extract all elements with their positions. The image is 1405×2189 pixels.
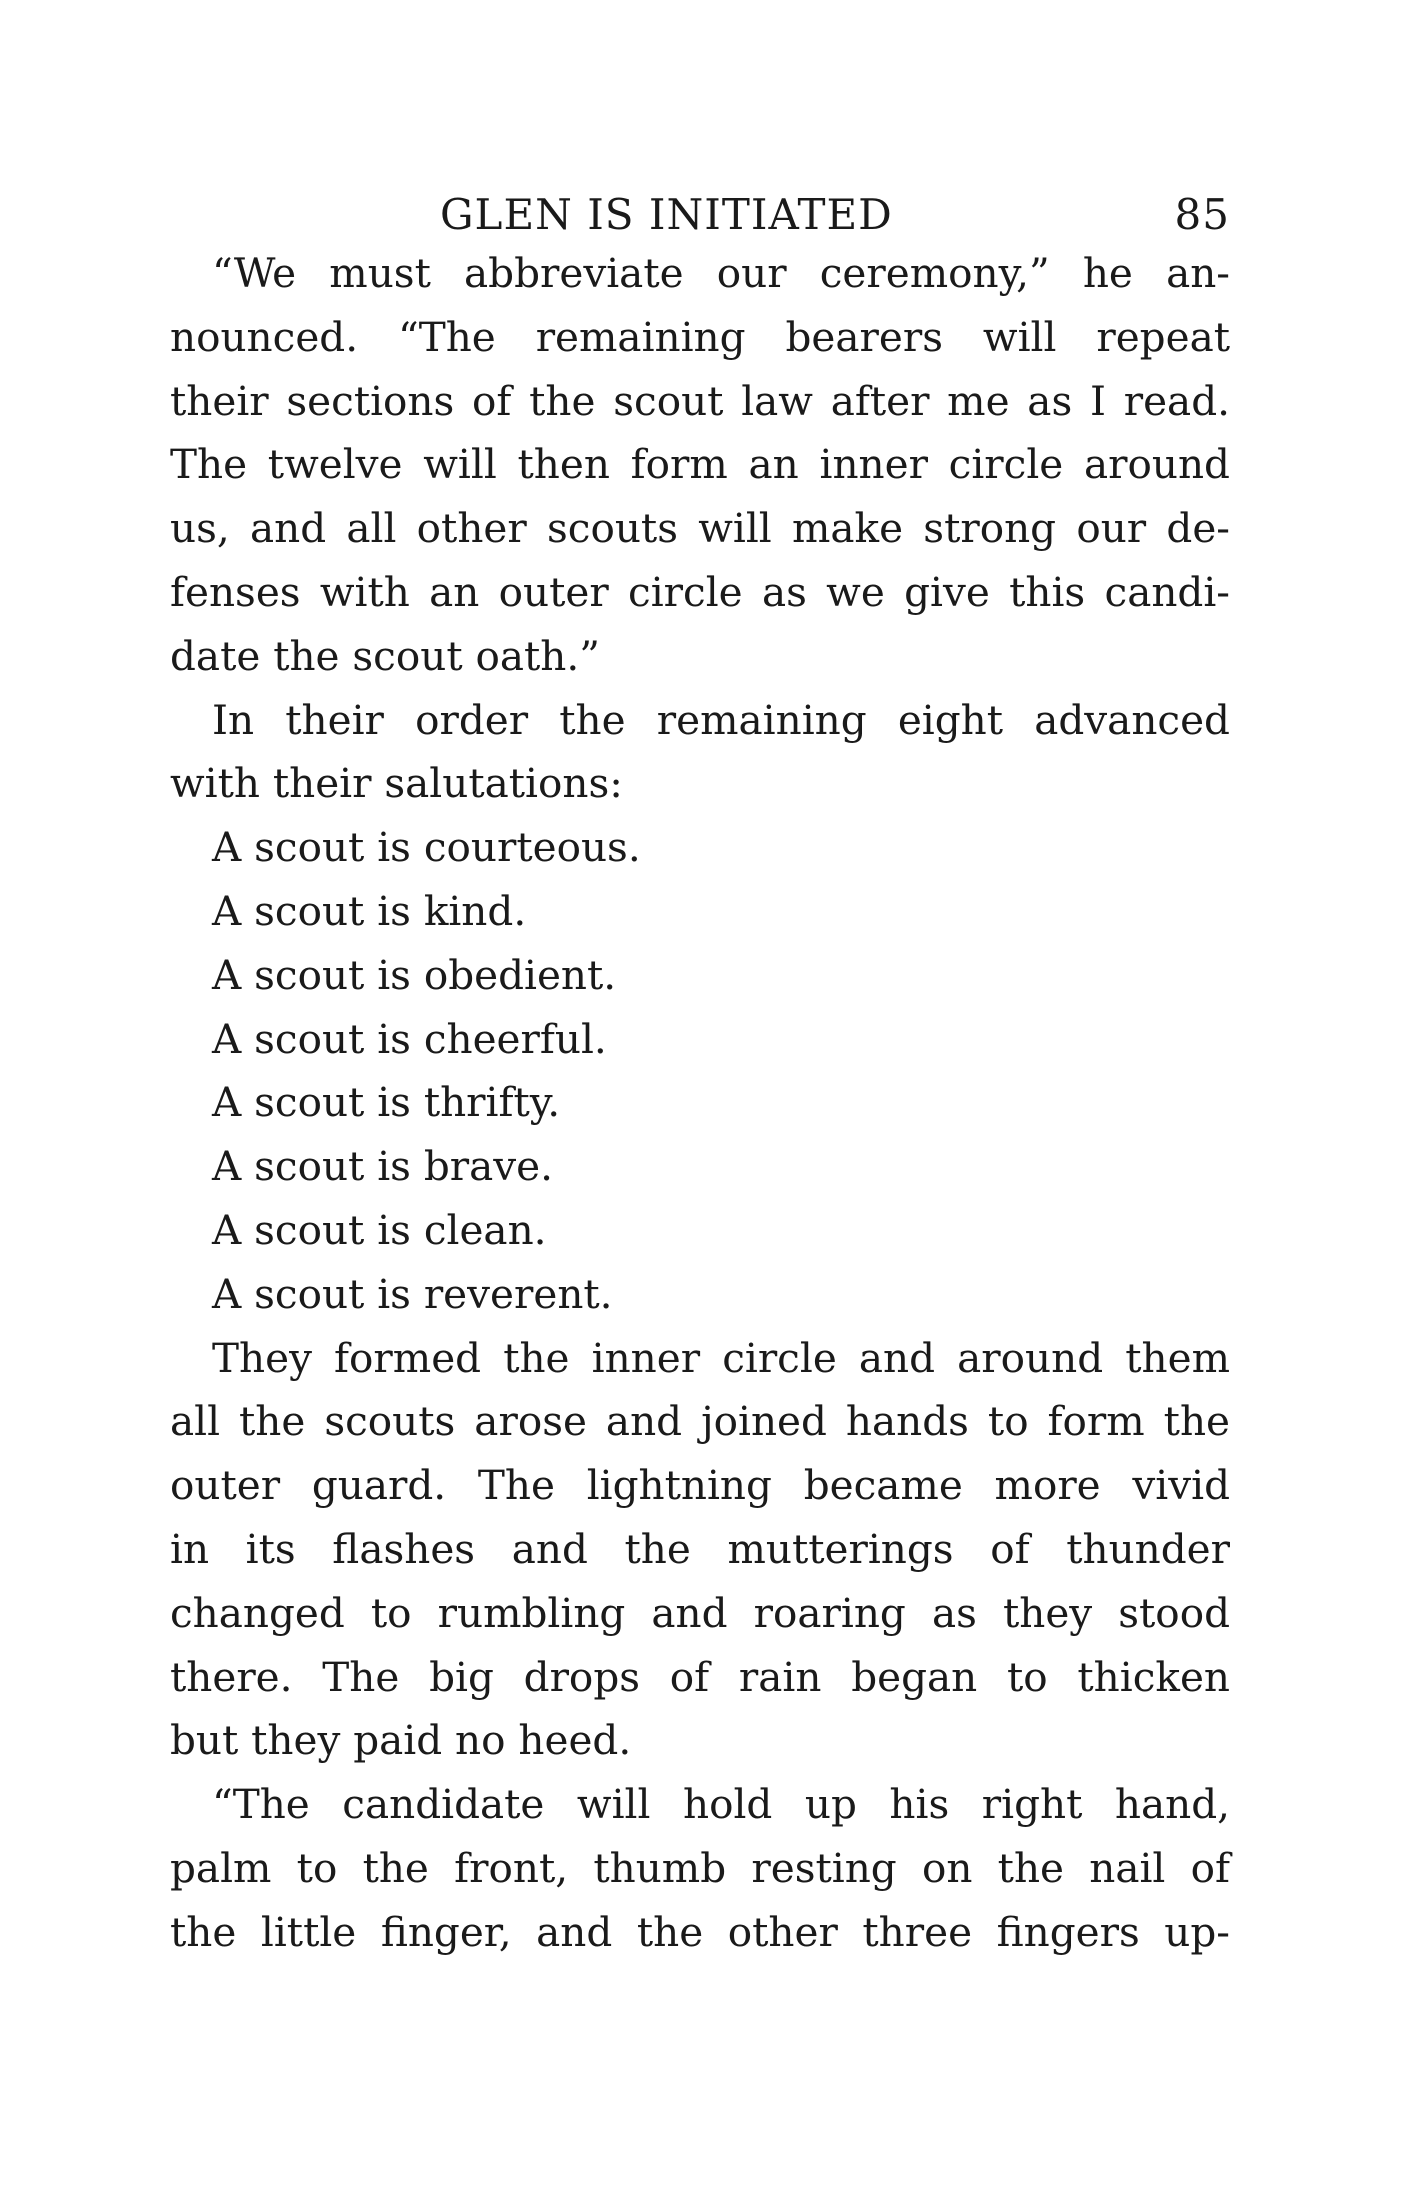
- text-line: with their salutations:: [170, 759, 623, 808]
- text-line: us, and all other scouts will make strong our de-: [170, 504, 1230, 553]
- page-number: 85: [1174, 190, 1230, 239]
- text-line: “We must abbreviate our ceremony,” he an-: [212, 249, 1230, 297]
- text-line: In their order the remaining eight advanced: [212, 695, 1230, 744]
- text-line: fenses with an outer circle as we give this candi-: [170, 567, 1230, 616]
- text-line: there. The big drops of rain began to thicken: [170, 1652, 1230, 1701]
- body-text: [170, 242, 1230, 1965]
- text-line: nounced. “The remaining bearers will repeat: [170, 312, 1230, 361]
- chapter-title: GLEN IS INITIATED: [440, 190, 893, 239]
- paragraph-3: [170, 1327, 1230, 1774]
- text-line: date the scout oath.”: [170, 631, 600, 680]
- text-line: their sections of the scout law after me as I read.: [170, 376, 1230, 425]
- paragraph-4: [170, 1773, 1230, 1964]
- list-item: A scout is brave.: [212, 1142, 553, 1191]
- list-item: A scout is clean.: [212, 1205, 547, 1254]
- paragraph-1: [170, 242, 1230, 689]
- text-line: outer guard. The lightning became more vivid: [170, 1461, 1230, 1510]
- scout-law-list: [170, 816, 1230, 1326]
- text-line: all the scouts arose and joined hands to form the: [170, 1397, 1230, 1446]
- book-page: [170, 180, 1230, 1965]
- text-line: “The candidate will hold up his right hand,: [212, 1780, 1230, 1829]
- text-line: palm to the front, thumb resting on the nail of: [170, 1843, 1230, 1892]
- text-line: They formed the inner circle and around them: [212, 1333, 1230, 1382]
- text-line: changed to rumbling and roaring as they stood: [170, 1588, 1230, 1637]
- text-line: in its flashes and the mutterings of thunder: [170, 1524, 1230, 1573]
- list-item: A scout is courteous.: [212, 823, 641, 872]
- text-line: but they paid no heed.: [170, 1716, 632, 1765]
- paragraph-2: [170, 689, 1230, 817]
- running-header: [170, 180, 1230, 242]
- text-line: The twelve will then form an inner circle around: [170, 440, 1230, 489]
- list-item: A scout is reverent.: [212, 1269, 613, 1318]
- list-item: A scout is thrifty.: [212, 1078, 561, 1127]
- list-item: A scout is kind.: [212, 886, 527, 935]
- list-item: A scout is cheerful.: [212, 1014, 607, 1063]
- list-item: A scout is obedient.: [212, 950, 617, 999]
- text-line: the little finger, and the other three fingers up-: [170, 1907, 1230, 1956]
